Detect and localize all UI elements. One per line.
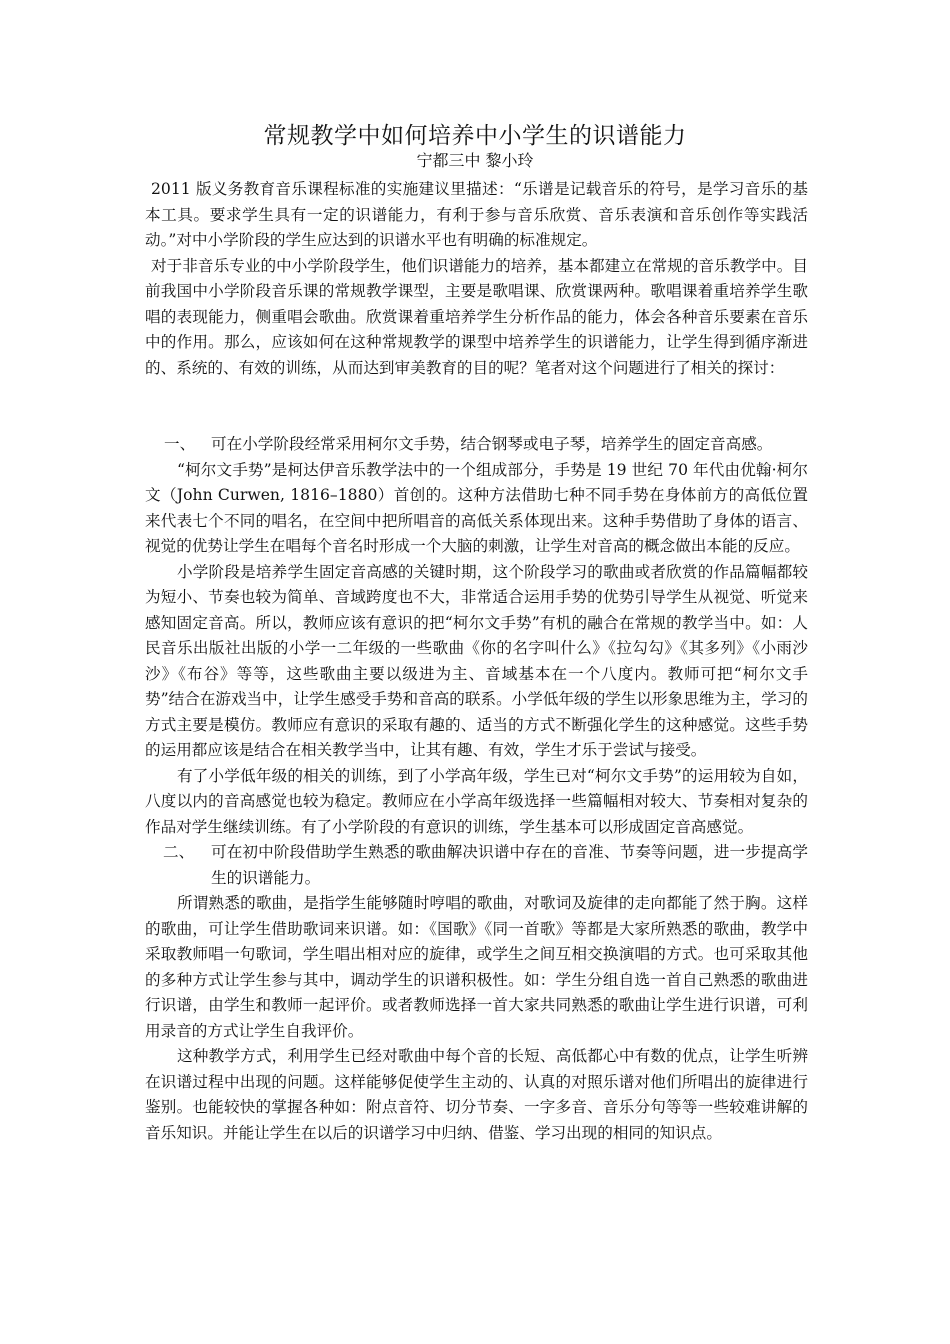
section-2-heading-text: 可在初中阶段借助学生熟悉的歌曲解决识谱中存在的音准、节奏等问题，进一步提高学生的识谱能力。 <box>211 843 808 887</box>
section-1-paragraph-1: “柯尔文手势”是柯达伊音乐教学法中的一个组成部分，手势是 19 世纪 70 年代由优翰·柯尔文（John Curwen, 1816–1880）首创的。这种方法借助七种不同手势在身体前方的高低位置来代表七个不同的唱名，在空间中把所唱音的高低关系体现出来。这种手势借助了身体的语言、视觉的优势让学生在唱每个音名时形成一个大脑的刺激，让学生对音高的概念做出本能的反应。 <box>145 460 808 555</box>
section-1-heading <box>145 432 808 458</box>
intro-paragraph-2: 对于非音乐专业的中小学阶段学生，他们识谱能力的培养，基本都建立在常规的音乐教学中。目前我国中小学阶段音乐课的常规教学课型，主要是歌唱课、欣赏课两种。歌唱课着重培养学生歌唱的表现能力，侧重唱会歌曲。欣赏课着重培养学生分析作品的能力，体会各种音乐要素在音乐中的作用。那么，应该如何在这种常规教学的课型中培养学生的识谱能力，让学生得到循序渐进的、系统的、有效的训练，从而达到审美教育的目的呢？笔者对这个问题进行了相关的探讨： <box>145 256 808 377</box>
document-body <box>145 177 808 1146</box>
section-1-heading-text: 可在小学阶段经常采用柯尔文手势，结合钢琴或电子琴，培养学生的固定音高感。 <box>211 435 773 453</box>
section-1-number: 一、 <box>164 435 196 453</box>
section-2-heading <box>145 840 808 891</box>
document-title: 常规教学中如何培养中小学生的识谱能力 <box>263 123 687 149</box>
section-1-paragraph-3: 有了小学低年级的相关的训练，到了小学高年级，学生已对“柯尔文手势”的运用较为自如，八度以内的音高感觉也较为稳定。教师应在小学高年级选择一些篇幅相对较大、节奏相对复杂的作品对学生继续训练。有了小学阶段的有意识的训练，学生基本可以形成固定音高感觉。 <box>145 766 808 836</box>
section-spacer <box>145 381 808 432</box>
section-2-number: 二、 <box>163 843 195 861</box>
section-1-paragraph-2: 小学阶段是培养学生固定音高感的关键时期，这个阶段学习的歌曲或者欣赏的作品篇幅都较为短小、节奏也较为简单、音域跨度也不大，非常适合运用手势的优势引导学生从视觉、听觉来感知固定音高。所以，教师应该有意识的把“柯尔文手势”有机的融合在常规的教学当中。如：人民音乐出版社出版的小学一二年级的一些歌曲《你的名字叫什么》《拉勾勾》《其多列》《小雨沙沙》《布谷》等等，这些歌曲主要以级进为主、音域基本在一个八度内。教师可把“柯尔文手势”结合在游戏当中，让学生感受手势和音高的联系。小学低年级的学生以形象思维为主，学习的方式主要是模仿。教师应有意识的采取有趣的、适当的方式不断强化学生的这种感觉。这些手势的运用都应该是结合在相关教学当中，让其有趣、有效，学生才乐于尝试与接受。 <box>145 562 808 759</box>
document-author: 宁都三中 黎小玲 <box>416 151 534 170</box>
section-2-paragraph-1: 所谓熟悉的歌曲，是指学生能够随时哼唱的歌曲，对歌词及旋律的走向都能了然于胸。这样的歌曲，可让学生借助歌词来识谱。如：《国歌》《同一首歌》等都是大家所熟悉的歌曲，教学中采取教师唱一句歌词，学生唱出相对应的旋律，或学生之间互相交换演唱的方式。也可采取其他的多种方式让学生参与其中，调动学生的识谱积极性。如：学生分组自选一首自己熟悉的歌曲进行识谱，由学生和教师一起评价。或者教师选择一首大家共同熟悉的歌曲让学生进行识谱，可利用录音的方式让学生自我评价。 <box>145 894 808 1040</box>
intro-paragraph-1: 2011 版义务教育音乐课程标准的实施建议里描述：“乐谱是记载音乐的符号，是学习音乐的基本工具。要求学生具有一定的识谱能力，有利于参与音乐欣赏、音乐表演和音乐创作等实践活动。”对中小学阶段的学生应达到的识谱水平也有明确的标准规定。 <box>145 180 808 249</box>
section-2-paragraph-2: 这种教学方式，利用学生已经对歌曲中每个音的长短、高低都心中有数的优点，让学生听辨在识谱过程中出现的问题。这样能够促使学生主动的、认真的对照乐谱对他们所唱出的旋律进行鉴别。也能较快的掌握各种如：附点音符、切分节奏、一字多音、音乐分句等等一些较难讲解的音乐知识。并能让学生在以后的识谱学习中归纳、借鉴、学习出现的相同的知识点。 <box>145 1047 808 1142</box>
